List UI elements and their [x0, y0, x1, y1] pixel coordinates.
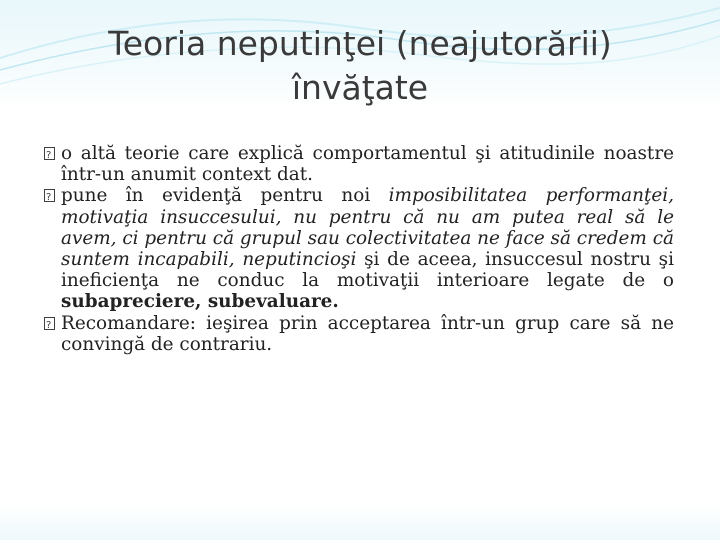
bullet-1-text: o altă teorie care explică comportamentul şi atitudinile noastre într-un anumit context dat. — [61, 143, 674, 186]
title-line-2: învăţate — [291, 68, 429, 107]
title-line-1: Teoria neputinţei (neajutorării) — [108, 24, 612, 63]
bullet-2-text: pune în evidenţă pentru noi — [61, 185, 389, 207]
bullet-item-3 — [44, 313, 674, 355]
missing-glyph-icon — [44, 189, 55, 202]
bullet-list — [44, 143, 674, 355]
bullet-3-text: Recomandare: ieşirea prin acceptarea într-un grup care să ne convingă de contrariu. — [61, 312, 674, 355]
footer-background — [0, 505, 720, 540]
missing-glyph-icon — [44, 147, 55, 160]
bullet-item-1 — [44, 143, 674, 185]
bullet-2-italic-text: imposibilitatea performanţei, motivaţia insuccesului, nu pentru că nu am putea real să le avem, ci pentru că grupul sau colectivitatea ne face să credem că suntem incapabili, neputincioşi — [61, 185, 674, 271]
bullet-2-bold-text: subapreciere, subevaluare. — [61, 291, 339, 313]
slide-title — [40, 22, 680, 110]
missing-glyph-icon — [44, 317, 55, 330]
bullet-2-text-continued: şi de aceea, insuccesul nostru şi ineficienţa ne conduc la motivaţii interioare legate de o — [61, 249, 674, 292]
bullet-item-2 — [44, 185, 674, 312]
